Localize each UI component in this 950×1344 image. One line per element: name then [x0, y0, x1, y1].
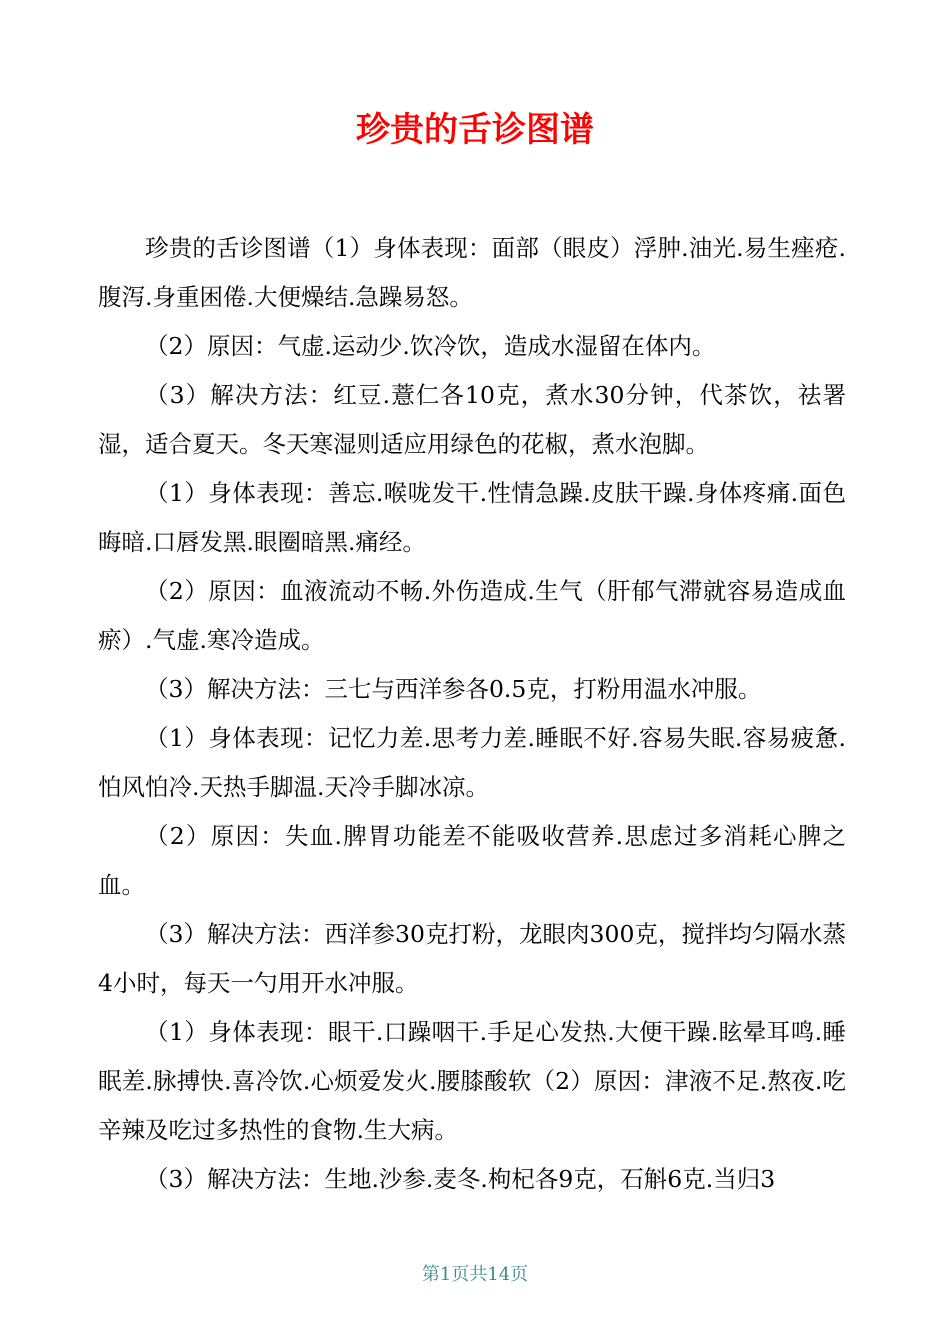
page-title: 珍贵的舌诊图谱 — [356, 110, 594, 150]
paragraph: （2）原因：气虚.运动少.饮冷饮，造成水湿留在体内。 — [145, 332, 716, 360]
paragraph: （3）解决方法：西洋参30克打粉，龙眼肉300克，搅拌均匀隔水蒸4小时，每天一勺用开水冲服。 — [98, 920, 846, 997]
paragraph: （1）身体表现：善忘.喉咙发干.性情急躁.皮肤干躁.身体疼痛.面色晦暗.口唇发黑.眼圈暗黑.痛经。 — [98, 479, 846, 556]
paragraph: （1）身体表现：记忆力差.思考力差.睡眠不好.容易失眠.容易疲惫.怕风怕冷.天热手脚温.天冷手脚冰凉。 — [98, 724, 846, 801]
paragraph: （1）身体表现：眼干.口躁咽干.手足心发热.大便干躁.眩晕耳鸣.睡眠差.脉搏快.喜冷饮.心烦爱发火.腰膝酸软（2）原因：津液不足.熬夜.吃辛辣及吃过多热性的食物.生大病。 — [98, 1018, 846, 1144]
document-body — [98, 224, 846, 1204]
paragraph: （2）原因：血液流动不畅.外伤造成.生气（肝郁气滞就容易造成血瘀）.气虚.寒冷造成。 — [98, 577, 846, 654]
paragraph: （3）解决方法：三七与西洋参各0.5克，打粉用温水冲服。 — [145, 675, 762, 703]
paragraph: （2）原因：失血.脾胃功能差不能吸收营养.思虑过多消耗心脾之血。 — [98, 822, 846, 899]
paragraph: （3）解决方法：生地.沙参.麦冬.枸杞各9克，石斛6克.当归3 — [145, 1165, 776, 1193]
page-number-footer: 第1页共14页 — [421, 1264, 529, 1285]
paragraph: （3）解决方法：红豆.薏仁各10克，煮水30分钟，代茶饮，祛署湿，适合夏天。冬天寒湿则适应用绿色的花椒，煮水泡脚。 — [98, 381, 846, 458]
paragraph: 珍贵的舌诊图谱（1）身体表现：面部（眼皮）浮肿.油光.易生痤疮.腹泻.身重困倦.大便燥结.急躁易怒。 — [98, 234, 846, 311]
